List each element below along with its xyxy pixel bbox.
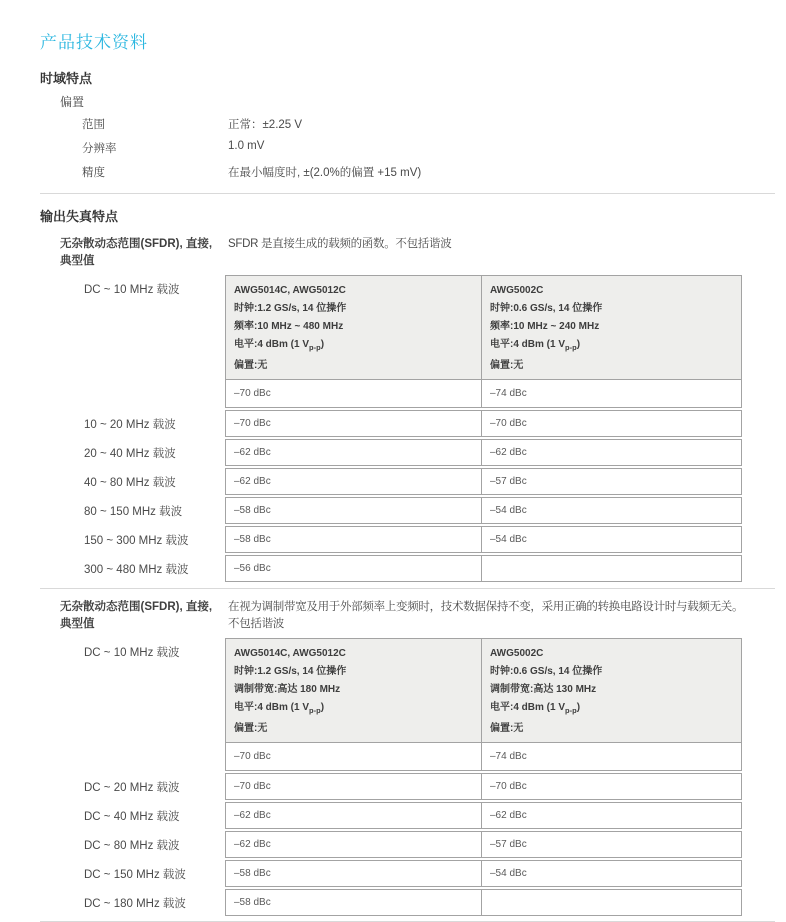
offset-line: 偏置:无 [490,723,524,734]
sfdr-block-head [60,599,786,633]
bandwidth-line: 调制带宽:高达 180 MHz [234,684,341,695]
sfdr-value-row [225,773,742,800]
sfdr-block-direct-carrier [40,236,786,582]
spec-label: 分辨率 [82,143,117,155]
carrier-row [84,889,786,916]
bandwidth-line: 调制带宽:高达 130 MHz [490,684,597,695]
model-line: AWG5002C [490,285,544,296]
value-cell [481,556,741,581]
subscript-pp: p-p [565,343,577,352]
model-line: AWG5002C [490,648,544,659]
spec-name-line2: 典型值 [60,255,95,267]
sfdr-block-modulation-bandwidth [40,599,786,916]
level-line: 电平:4 dBm (1 $V_{p-p}$) [234,702,325,715]
sfdr-value-row [225,802,742,829]
spec-name-line1: 无杂散动态范围(SFDR), 直接, [60,601,213,613]
value-cell: –54 dBc [481,498,741,523]
carrier-row [84,468,786,495]
header-cell-awg5014c [226,639,481,742]
value-cell: –54 dBc [481,527,741,552]
sfdr-block-head [60,236,786,270]
sfdr-table-header [226,639,741,743]
carrier-label: 10 ~ 20 MHz 载波 [84,419,176,431]
value-cell: –62 dBc [481,440,741,465]
value-cell: –70 dBc [234,418,271,429]
value-cell: –62 dBc [234,810,271,821]
value-cell: –58 dBc [234,868,271,879]
sfdr-value-row [225,860,742,887]
value-cell: –74 dBc [481,380,741,407]
carrier-row-dc-10mhz [84,638,786,771]
carrier-row [84,831,786,858]
carrier-label: DC ~ 40 MHz 载波 [84,811,180,823]
carrier-label: DC ~ 180 MHz 载波 [84,898,186,910]
carrier-row [84,439,786,466]
section-heading-output-distortion: 输出失真特点 [40,209,119,224]
spec-label: 精度 [82,167,105,179]
spec-row-range [82,116,786,140]
clock-line: 时钟:0.6 GS/s, 14 位操作 [490,666,603,677]
value-cell: –58 dBc [234,897,271,908]
carrier-row-dc-10mhz [84,275,786,408]
sfdr-table-header [226,276,741,380]
section-heading-time-domain: 时域特点 [40,71,93,86]
value-cell: –74 dBc [481,743,741,770]
group-label-offset: 偏置 [60,95,85,109]
carrier-label: DC ~ 150 MHz 载波 [84,869,186,881]
subscript-pp: p-p [565,706,577,715]
value-cell: –58 dBc [234,534,271,545]
sfdr-value-row [225,468,742,495]
carrier-row [84,497,786,524]
spec-value: 在最小幅度时, ±(2.0%的偏置 +15 mV) [228,167,422,179]
offset-line: 偏置:无 [234,360,268,371]
offset-line: 偏置:无 [490,360,524,371]
sfdr-table [225,275,742,408]
carrier-label: DC ~ 80 MHz 载波 [84,840,180,852]
header-cell-awg5002c [481,276,741,379]
frequency-line: 频率:10 MHz ~ 240 MHz [490,321,600,332]
level-line: 电平:4 dBm (1 $V_{p-p}$) [490,339,581,352]
value-cell: –70 dBc [234,751,271,762]
carrier-label: DC ~ 10 MHz 载波 [84,647,180,659]
value-cell: –62 dBc [234,476,271,487]
clock-line: 时钟:1.2 GS/s, 14 位操作 [234,303,347,314]
carrier-label: DC ~ 10 MHz 载波 [84,284,180,296]
spec-row-accuracy [82,164,786,188]
header-cell-awg5014c [226,276,481,379]
spec-description: SFDR 是直接生成的载频的函数。不包括谐波 [228,238,452,250]
clock-line: 时钟:0.6 GS/s, 14 位操作 [490,303,603,314]
spec-name-line2: 典型值 [60,618,95,630]
carrier-label: DC ~ 20 MHz 载波 [84,782,180,794]
value-cell: –70 dBc [481,774,741,799]
offset-line: 偏置:无 [234,723,268,734]
carrier-row [84,802,786,829]
carrier-row [84,526,786,553]
spec-label: 范围 [82,119,105,131]
value-cell: –56 dBc [234,563,271,574]
sfdr-value-row [225,831,742,858]
value-cell [481,890,741,915]
carrier-row [84,555,786,582]
model-line: AWG5014C, AWG5012C [234,285,346,296]
spec-value: 正常：±2.25 V [228,119,303,131]
sfdr-value-row [226,380,741,407]
level-line: 电平:4 dBm (1 $V_{p-p}$) [234,339,325,352]
spec-name [60,599,228,633]
value-cell: –62 dBc [234,839,271,850]
value-cell: –62 dBc [234,447,271,458]
spec-row-resolution [82,140,786,164]
sfdr-table [225,638,742,771]
value-cell: –62 dBc [481,803,741,828]
carrier-label: 80 ~ 150 MHz 载波 [84,506,183,518]
section-divider [40,193,775,194]
sfdr-value-row [226,743,741,770]
carrier-label: 20 ~ 40 MHz 载波 [84,448,176,460]
carrier-label: 300 ~ 480 MHz 载波 [84,564,189,576]
frequency-line: 频率:10 MHz ~ 480 MHz [234,321,344,332]
header-cell-awg5002c [481,639,741,742]
sfdr-value-row [225,497,742,524]
value-cell: –70 dBc [234,781,271,792]
sfdr-value-row [225,410,742,437]
spec-description: 在视为调制带宽及用于外部频率上变频时，技术数据保持不变，采用正确的转换电路设计时与载频无关。不包括谐波 [228,601,744,630]
spec-name [60,236,228,270]
level-line: 电平:4 dBm (1 $V_{p-p}$) [490,702,581,715]
value-cell: –57 dBc [481,469,741,494]
page-title: 产品技术资料 [40,33,148,52]
carrier-label: 150 ~ 300 MHz 载波 [84,535,189,547]
value-cell: –57 dBc [481,832,741,857]
value-cell: –70 dBc [234,388,271,399]
section-divider [40,588,775,589]
value-cell: –70 dBc [481,411,741,436]
carrier-label: 40 ~ 80 MHz 载波 [84,477,176,489]
clock-line: 时钟:1.2 GS/s, 14 位操作 [234,666,347,677]
sfdr-value-row [225,555,742,582]
carrier-row [84,410,786,437]
sfdr-value-row [225,889,742,916]
model-line: AWG5014C, AWG5012C [234,648,346,659]
sfdr-value-row [225,526,742,553]
carrier-row [84,860,786,887]
subscript-pp: p-p [309,706,321,715]
subscript-pp: p-p [309,343,321,352]
value-cell: –54 dBc [481,861,741,886]
spec-name-line1: 无杂散动态范围(SFDR), 直接, [60,238,213,250]
carrier-row [84,773,786,800]
spec-value: 1.0 mV [228,140,265,152]
sfdr-value-row [225,439,742,466]
value-cell: –58 dBc [234,505,271,516]
